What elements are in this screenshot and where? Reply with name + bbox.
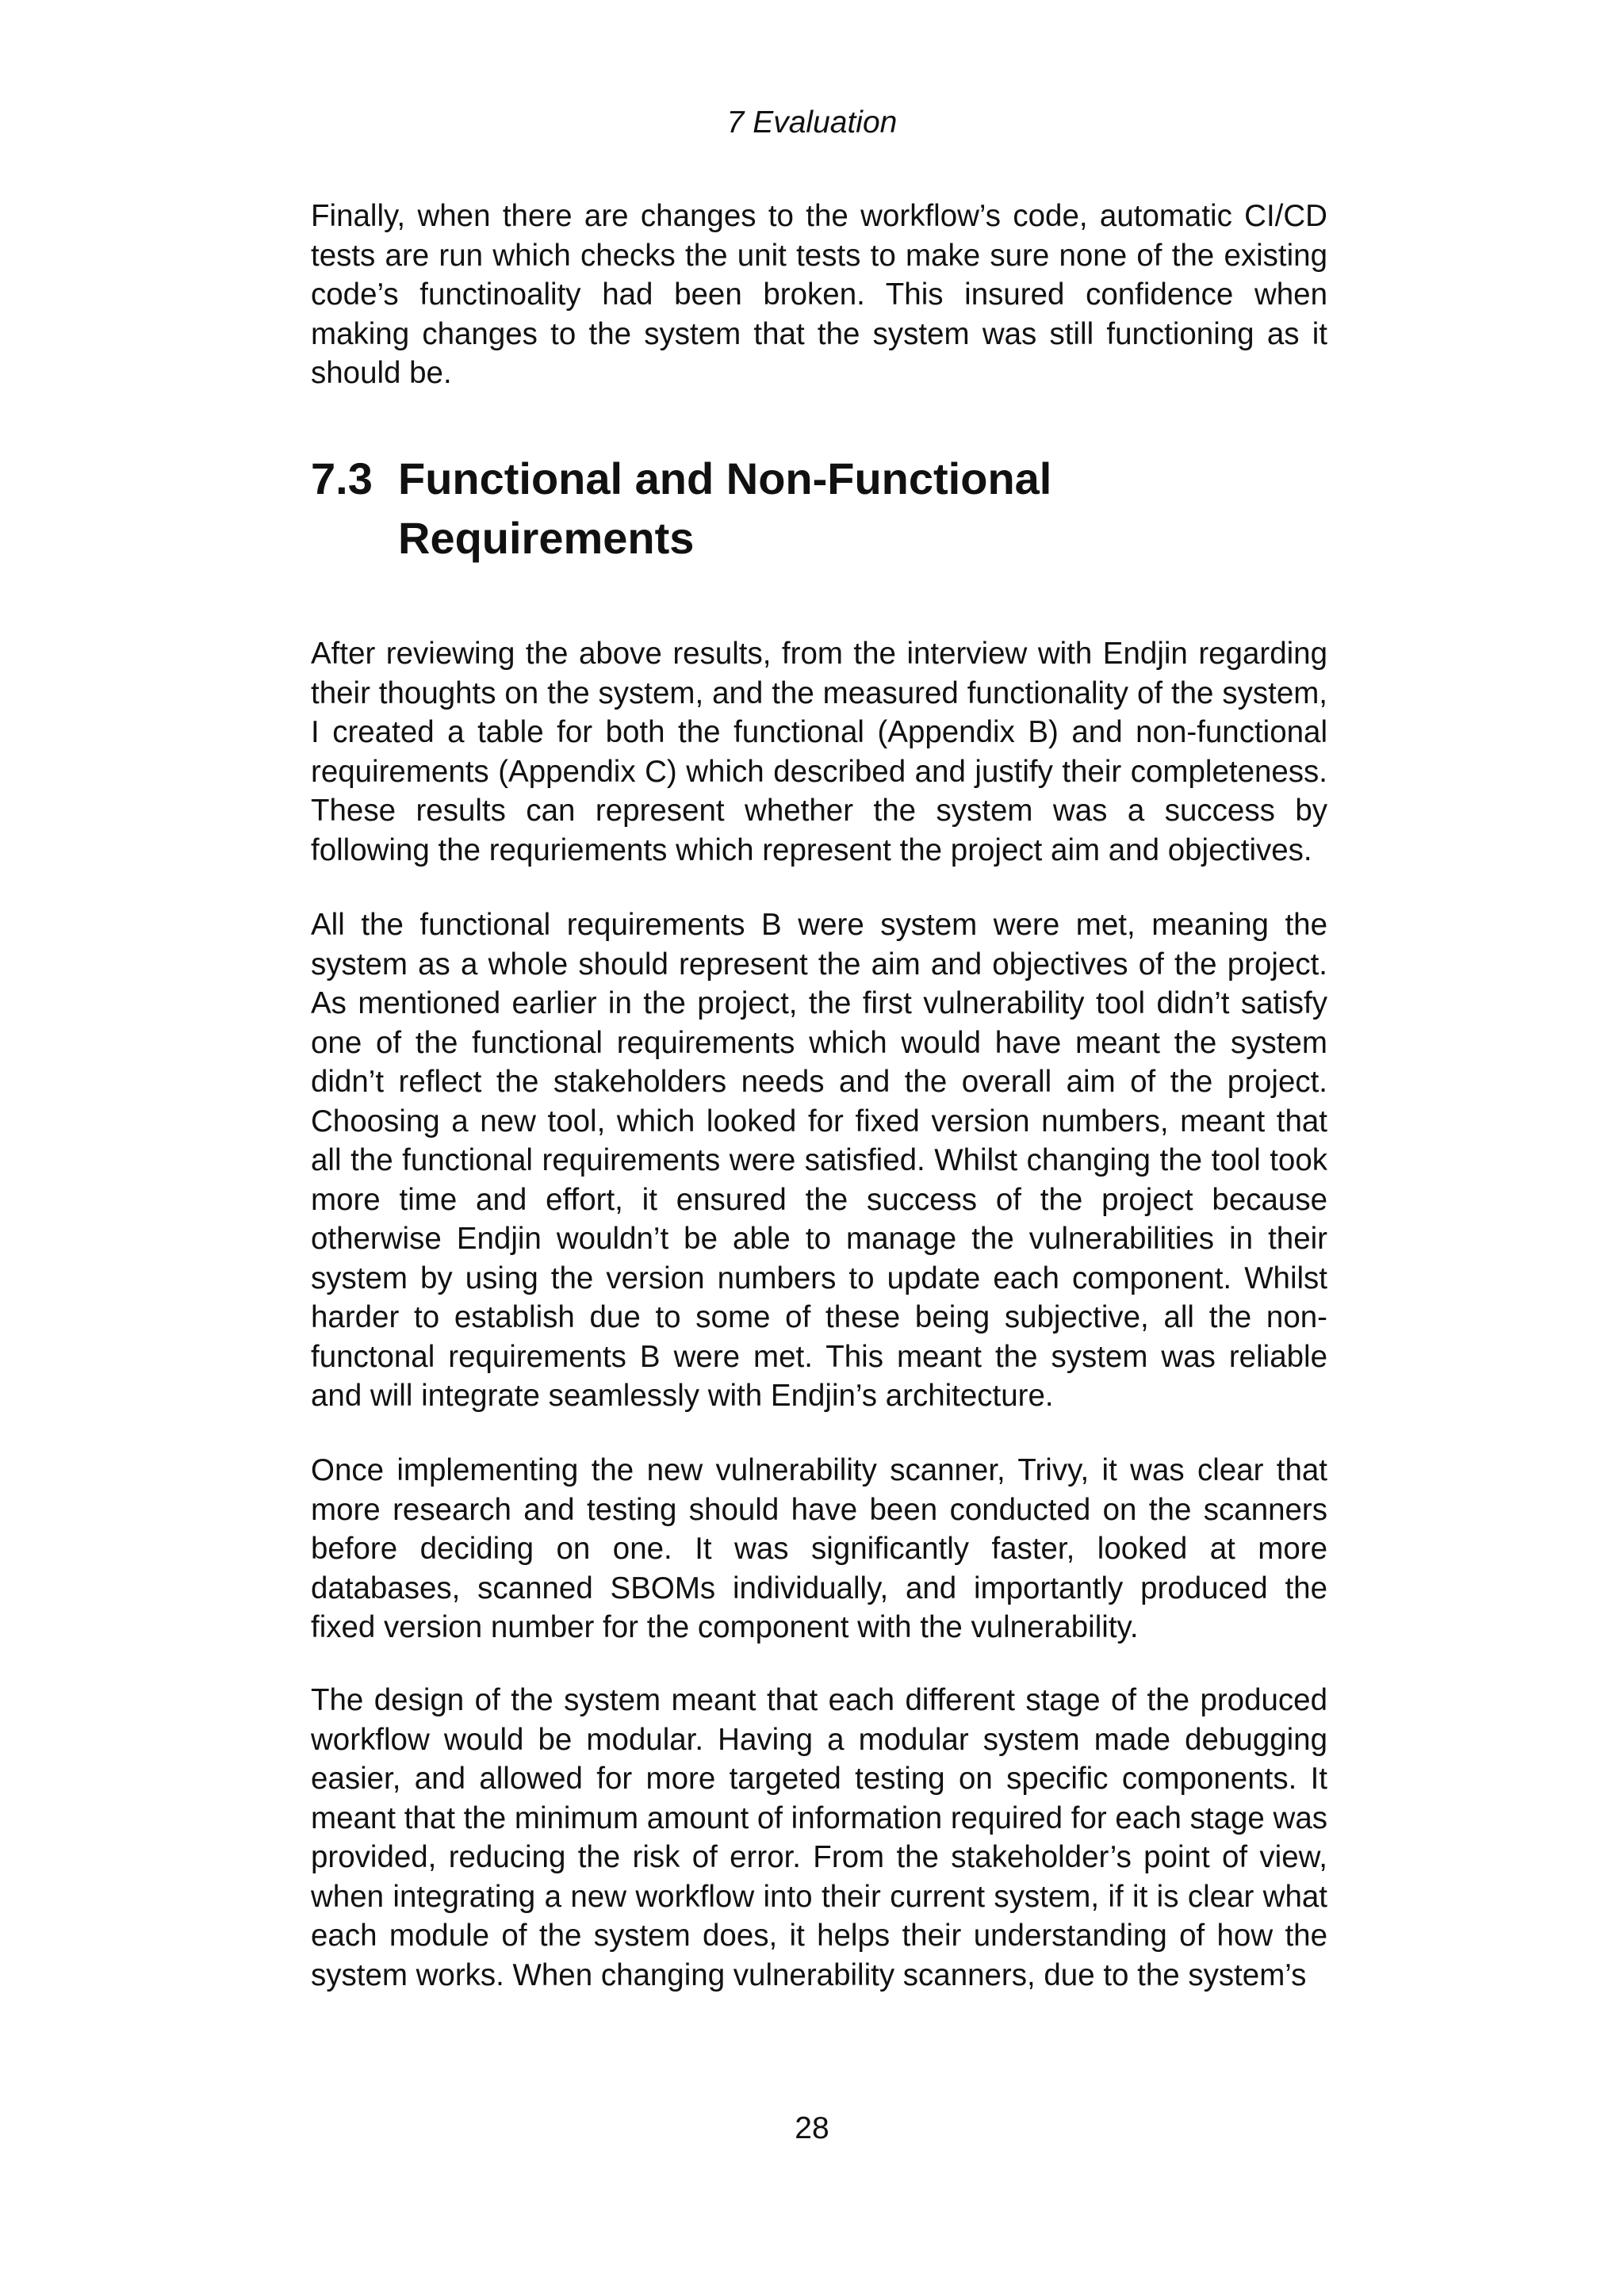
paragraph-modular-design: The design of the system meant that each different stage of the produced workflow would be modular. Having a modular system made debugging easier, and allowed for more targeted testing on specific components. It meant that the minimum amount of information required for each stage was provided, reducing the risk of error. From the stakeholder’s point of view, when integrating a new workflow into their current system, if it is clear what each module of the system does, it helps their understanding of how the system works. When changing vulnerability scanners, due to the system’s bbox=[311, 1683, 1327, 1992]
section-title: Functional and Non-Functional Requirements bbox=[398, 453, 1052, 563]
running-header: 7 Evaluation bbox=[726, 105, 898, 140]
section-heading bbox=[311, 449, 1327, 568]
paragraph-trivy-scanner: Once implementing the new vulnerability scanner, Trivy, it was clear that more research and testing should have been conducted on the scanners before deciding on one. It was significantly faster, looked at more databases, scanned SBOMs individually, and importantly produced the fixed version number for the component with the vulnerability. bbox=[311, 1453, 1327, 1644]
paragraph-review-results: After reviewing the above results, from the interview with Endjin regarding their thoughts on the system, and the measured functionality of the system, I created a table for both the functional (Appendix B) and non-functional requirements (Appendix C) which described and justify their completeness. These results can represent whether the system was a success by following the requriements which represent the project aim and objectives. bbox=[311, 637, 1327, 867]
page-number: 28 bbox=[795, 2111, 829, 2145]
paragraph-ci-cd: Finally, when there are changes to the workflow’s code, automatic CI/CD tests are run which checks the unit tests to make sure none of the existing code’s functinoality had been broken. This insured confidence when making changes to the system that the system was still functioning as it should be. bbox=[311, 199, 1327, 390]
section-number: 7.3 bbox=[311, 453, 373, 503]
paragraph-functional-requirements: All the functional requirements B were system were met, meaning the system as a whole should represent the aim and objectives of the project. As mentioned earlier in the project, the first vulnerability tool didn’t satisfy one of the functional requirements which would have meant the system didn’t reflect the stakeholders needs and the overall aim of the project. Choosing a new tool, which looked for fixed version numbers, meant that all the functional requirements were satisfied. Whilst changing the tool took more time and effort, it ensured the success of the project because otherwise Endjin wouldn’t be able to manage the vulnerabilities in their system by using the version numbers to update each component. Whilst harder to establish due to some of these being subjective, all the non-functonal requirements B were met. This meant the system was reliable and will integrate seamlessly with Endjin’s architecture. bbox=[311, 908, 1327, 1413]
